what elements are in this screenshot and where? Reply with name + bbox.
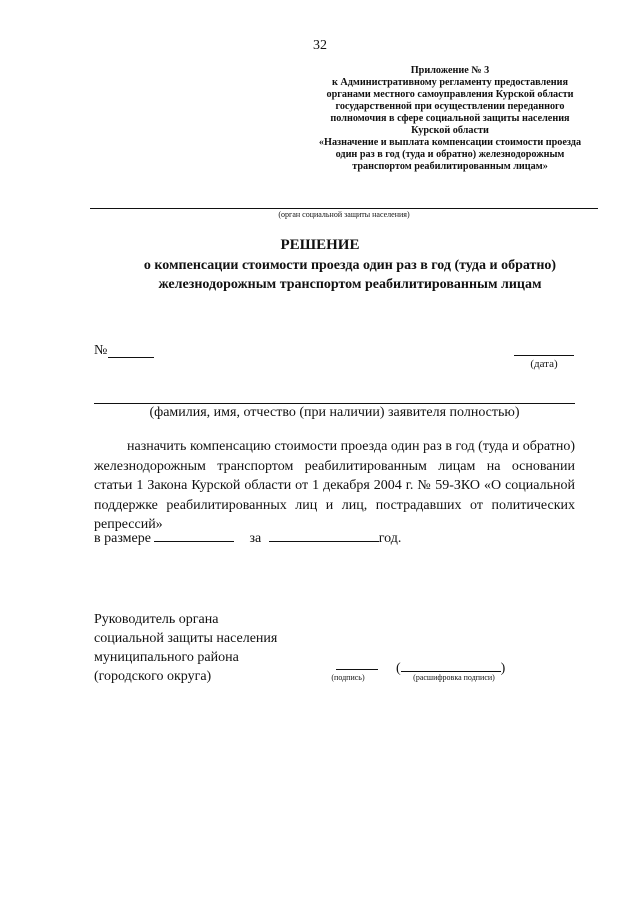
appendix-line: органами местного самоуправления Курской области <box>326 89 574 100</box>
document-subtitle <box>60 256 640 294</box>
date-fill-line <box>514 355 574 356</box>
signer-line: (городского округа) <box>94 669 212 684</box>
signer-line: муниципального района <box>94 650 239 665</box>
year-fill-line <box>269 529 379 542</box>
appendix-line: государственной при осуществлении переданного <box>335 101 565 112</box>
decision-text: назначить компенсацию стоимости проезда один раз в год (туда и обратно) железнодорожным транспортом реабилитированным лицам на основании статьи 1 Закона Курской области от 1 декабря 2004 г. № 59-ЗКО «О социальной поддержке реабилитированных лиц и лиц, пострадавших от политических репрессий» <box>94 439 575 532</box>
number-label: № <box>94 343 108 358</box>
organ-fill-line <box>90 208 598 209</box>
amount-row <box>94 529 401 547</box>
decode-open-paren: ( <box>396 661 401 676</box>
amount-suffix: год. <box>378 531 402 546</box>
applicant-name-caption: (фамилия, имя, отчество (при наличии) заявителя полностью) <box>149 405 520 420</box>
amount-middle: за <box>249 531 262 546</box>
applicant-name-fill-line <box>94 403 575 404</box>
signature-fill-line <box>336 669 378 670</box>
signer-block <box>94 610 277 686</box>
page-number: 32 <box>313 38 327 53</box>
date-caption: (дата) <box>530 358 558 370</box>
appendix-line: транспортом реабилитированным лицам» <box>352 161 548 172</box>
signer-line: Руководитель органа <box>94 612 219 627</box>
signature-caption: (подпись) <box>331 673 365 682</box>
organ-caption: (орган социальной защиты населения) <box>278 210 410 219</box>
appendix-line: к Административному регламенту предоставления <box>331 77 569 88</box>
decode-close-paren: ) <box>500 661 506 676</box>
appendix-header <box>300 65 600 173</box>
signer-line: социальной защиты населения <box>94 631 278 646</box>
subtitle-line-2: железнодорожным транспортом реабилитированным лицам <box>158 277 542 292</box>
appendix-line: Приложение № 3 <box>410 65 490 76</box>
appendix-line: один раз в год (туда и обратно) железнодорожным <box>335 149 565 160</box>
decode-fill-line <box>401 659 501 672</box>
amount-prefix: в размере <box>94 531 151 546</box>
appendix-line: Курской области <box>411 125 489 136</box>
number-fill-line <box>108 357 154 358</box>
amount-fill-line <box>154 529 234 542</box>
appendix-line: «Назначение и выплата компенсации стоимости проезда <box>318 137 582 148</box>
document-title: РЕШЕНИЕ <box>280 237 360 253</box>
subtitle-line-1: о компенсации стоимости проезда один раз в год (туда и обратно) <box>143 258 557 273</box>
decode-caption: (расшифровка подписи) <box>413 673 495 682</box>
appendix-line: полномочия в сфере социальной защиты населения <box>330 113 570 124</box>
